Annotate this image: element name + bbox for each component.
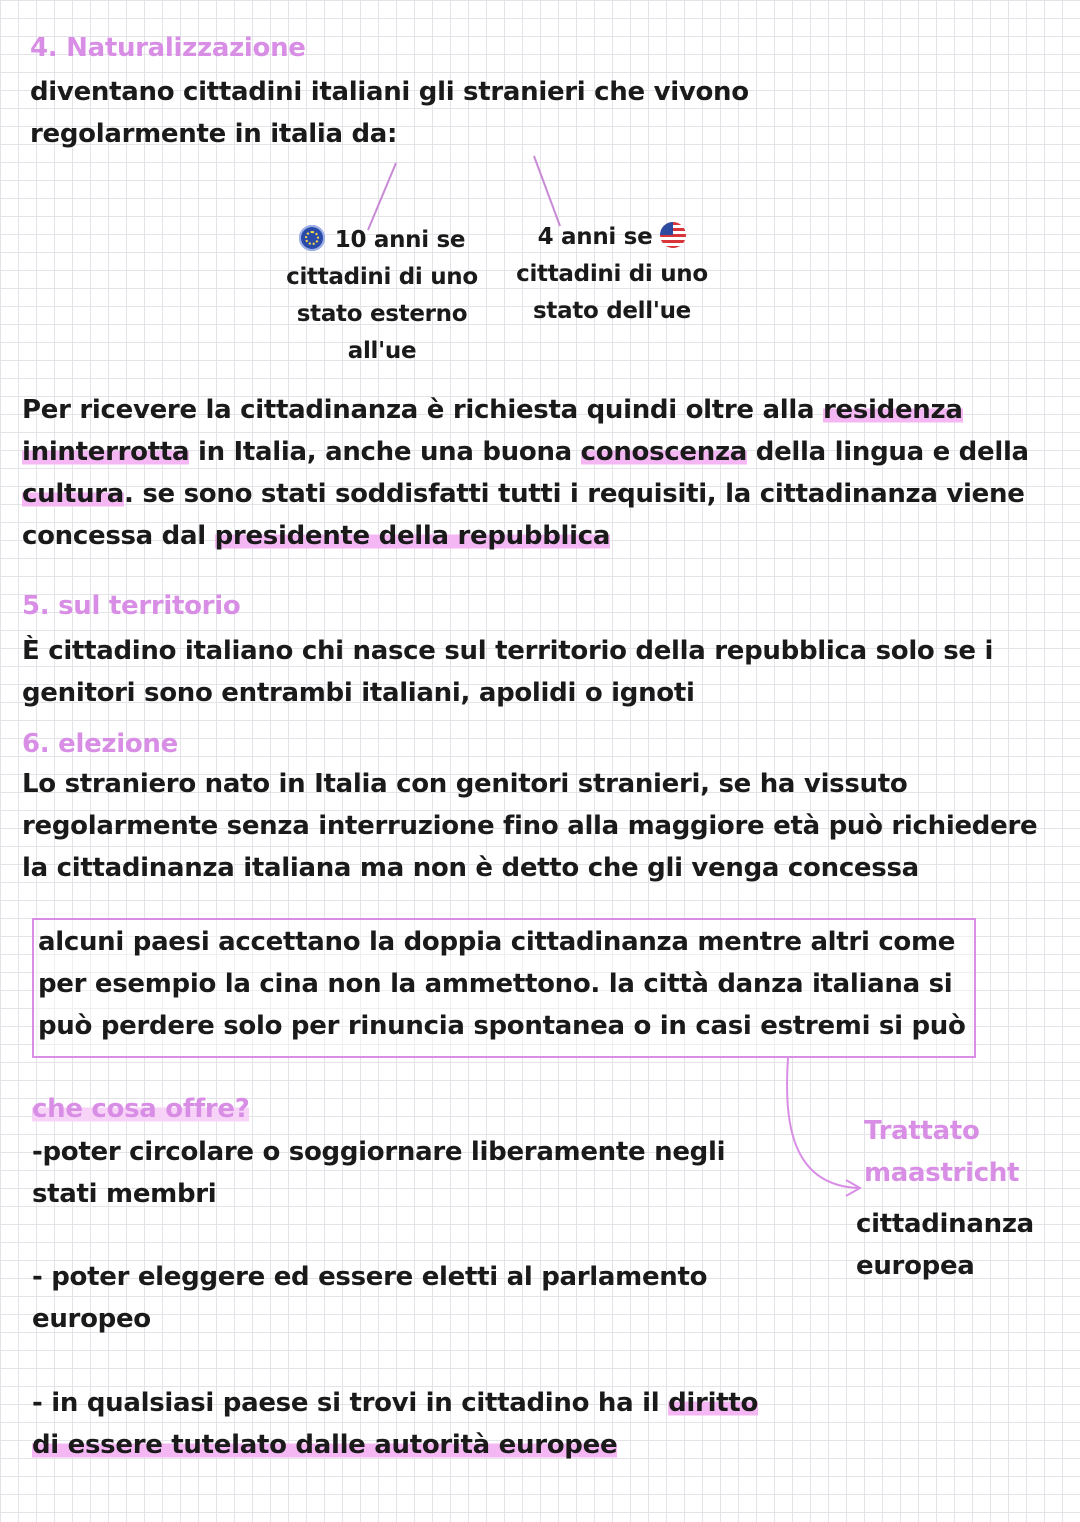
section5-line1: È cittadino italiano chi nasce sul territorio della repubblica solo se i	[22, 636, 994, 666]
highlight-residenza: residenza	[822, 395, 963, 425]
branch-left-l1: 10 anni se	[334, 227, 466, 253]
side-title-line1: Trattato	[864, 1116, 980, 1146]
offers-item1-line2: stati membri	[32, 1179, 217, 1209]
paragraph-line3: cultura. se sono stati soddisfatti tutti i requisiti, la cittadinanza viene	[22, 479, 1025, 509]
branch-right-l1: 4 anni se	[537, 224, 653, 250]
branch-right-l2: cittadini di uno	[516, 261, 708, 287]
branch-line-right	[534, 156, 560, 226]
highlight-tutelato: di essere tutelato dalle autorità europee	[32, 1430, 618, 1460]
branch-left-l4: all'ue	[347, 338, 417, 364]
branch-left-l3: stato esterno	[296, 301, 468, 327]
side-title-line2: maastricht	[864, 1158, 1020, 1188]
section4-line2: regolarmente in italia da:	[30, 119, 398, 149]
section5-title: 5. sul territorio	[22, 591, 241, 621]
branch-line-left	[368, 163, 396, 230]
section4-line1: diventano cittadini italiani gli stranieri che vivono	[30, 77, 749, 107]
us-flag-icon	[660, 222, 686, 248]
offers-item3-line1: - in qualsiasi paese si trovi in cittadino ha il diritto	[32, 1388, 759, 1418]
paragraph-line2: ininterrotta in Italia, anche una buona conoscenza della lingua e della	[22, 437, 1029, 467]
offers-title: che cosa offre?	[32, 1094, 250, 1124]
section6-line2: regolarmente senza interruzione fino alla maggiore età può richiedere	[22, 811, 1038, 841]
section5-line2: genitori sono entrambi italiani, apolidi o ignoti	[22, 678, 695, 708]
side-line1: cittadinanza	[856, 1209, 1034, 1239]
highlight-conoscenza: conoscenza	[580, 437, 748, 467]
highlight-ininterrotta: ininterrotta	[22, 437, 190, 467]
section4-title: 4. Naturalizzazione	[30, 33, 306, 63]
side-line2: europea	[856, 1251, 975, 1281]
note-arrow	[787, 1058, 858, 1188]
eu-flag-icon	[299, 225, 325, 251]
section6-line3: la cittadinanza italiana ma non è detto che gli venga concessa	[22, 853, 919, 883]
requirements-paragraph	[22, 389, 1072, 557]
section6-title: 6. elezione	[22, 729, 178, 759]
section6-line1: Lo straniero nato in Italia con genitori stranieri, se ha vissuto	[22, 769, 908, 799]
offers-item2-line1: - poter eleggere ed essere eletti al parlamento	[32, 1262, 708, 1292]
branch-left-l2: cittadini di uno	[286, 264, 478, 290]
paragraph-line1: Per ricevere la cittadinanza è richiesta quindi oltre alla residenza	[22, 395, 963, 425]
branch-right-l3: stato dell'ue	[533, 298, 691, 324]
highlight-presidente: presidente della repubblica	[214, 521, 611, 551]
offers-item1-line1: -poter circolare o soggiornare liberamente negli	[32, 1137, 726, 1167]
branch-left	[272, 222, 492, 370]
note-line1: alcuni paesi accettano la doppia cittadinanza mentre altri come	[38, 927, 956, 957]
highlight-diritto: diritto	[668, 1388, 759, 1418]
note-line3: può perdere solo per rinuncia spontanea o in casi estremi si può	[38, 1011, 966, 1041]
offers-item3-line2	[32, 1424, 617, 1466]
offers-item2-line2: europeo	[32, 1304, 151, 1334]
note-line2: per esempio la cina non la ammettono. la città danza italiana si	[38, 969, 953, 999]
highlight-cultura: cultura	[22, 479, 125, 509]
branch-right	[504, 219, 720, 330]
paragraph-line4: concessa dal presidente della repubblica	[22, 521, 611, 551]
